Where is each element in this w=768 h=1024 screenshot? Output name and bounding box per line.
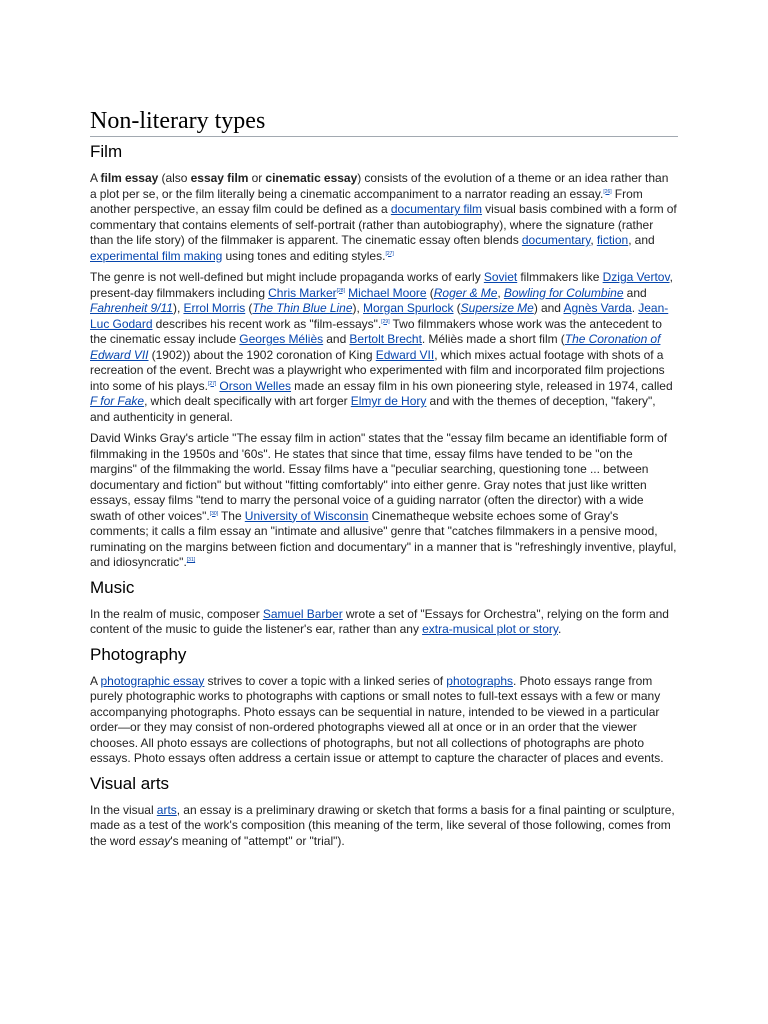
text: using tones and editing styles. — [222, 248, 386, 263]
text: and — [623, 285, 647, 300]
text: (1902)) about the 1902 coronation of King — [148, 347, 376, 362]
text: filmmakers like — [517, 270, 603, 284]
link-photographic-essay[interactable]: photographic essay — [100, 673, 205, 688]
link-f-for-fake[interactable]: F for Fake — [90, 394, 145, 408]
subheading-music: Music — [90, 577, 135, 597]
article-body — [90, 106, 678, 855]
text: 's meaning of "attempt" or "trial"). — [170, 833, 345, 848]
link-arts[interactable]: arts — [156, 802, 177, 817]
reference-link[interactable]: [31] — [186, 557, 196, 563]
link-fahrenheit-911[interactable]: Fahrenheit 9/11 — [90, 301, 173, 315]
link-samuel-barber[interactable]: Samuel Barber — [262, 606, 343, 621]
paragraph-music-1 — [90, 607, 678, 638]
text: From another perspective, an essay film could be defined as a — [90, 186, 643, 216]
link-michael-moore[interactable]: Michael Moore — [348, 285, 427, 300]
paragraph-visual-arts-1 — [90, 803, 678, 850]
text: In the realm of music, composer — [90, 606, 263, 621]
link-georges-melies[interactable]: Georges Méliès — [239, 332, 324, 346]
link-the-thin-blue-line[interactable]: The Thin Blue Line — [252, 301, 353, 315]
text: , an essay is a preliminary drawing or sketch that forms a basis for a final painting or sculpture, made as a test of the work's composition (this meaning of the term, like several of those following, comes from the word — [90, 802, 675, 848]
link-experimental-film-making[interactable]: experimental film making — [90, 248, 223, 263]
subheading-photography: Photography — [90, 644, 187, 664]
link-fiction[interactable]: fiction — [596, 233, 629, 247]
text: , which dealt specifically with art forger — [144, 394, 351, 408]
subheading-film: Film — [90, 142, 123, 161]
text: , which mixes actual footage with shots of a recreation of the event. Brecht was a playwright who experimented with film and incorporated film projections into some of his plays. — [90, 347, 665, 393]
text: . — [631, 301, 639, 315]
text: ( — [453, 301, 461, 315]
text: wrote a set of "Essays for Orchestra", relying on the form and content of the music to guide the listener's ear, rather than any — [90, 606, 669, 636]
reference-link[interactable]: [27] — [385, 250, 394, 257]
text: Cinematheque website echoes some of Gray's comments; it calls a film essay an "intimate and allusive" genre that "catches filmmakers in a pensive mood, ruminating on the margins between fiction and documentary" in a manner that is "refreshingly inventive, playful, and idiosyncratic". — [90, 508, 677, 569]
text: strives to cover a topic with a linked series of — [204, 673, 447, 688]
text: ) and — [533, 301, 564, 315]
text: , — [590, 233, 597, 247]
reference-link[interactable]: [30] — [209, 510, 219, 517]
link-agnes-varda[interactable]: Agnès Varda — [563, 301, 632, 315]
text: Two filmmakers whose work was the antecedent to the cinematic essay include — [90, 316, 662, 346]
text: ( — [245, 301, 253, 315]
link-morgan-spurlock[interactable]: Morgan Spurlock — [363, 301, 454, 315]
text: ), — [172, 301, 184, 315]
link-bowling-for-columbine[interactable]: Bowling for Columbine — [503, 285, 624, 300]
text: , — [497, 285, 504, 300]
text: A — [90, 673, 101, 688]
text: , and — [628, 233, 655, 247]
link-jean-luc-godard[interactable]: Jean-Luc Godard — [90, 301, 669, 331]
link-documentary-film[interactable]: documentary film — [390, 202, 483, 216]
reference-link[interactable]: [29] — [381, 318, 390, 325]
link-edward-vii[interactable]: Edward VII — [375, 347, 435, 362]
link-university-of-wisconsin[interactable]: University of Wisconsin — [244, 508, 369, 523]
text: and — [323, 332, 350, 346]
link-soviet[interactable]: Soviet — [483, 270, 518, 284]
text: David Winks Gray's article "The essay film in action" states that the "essay film became an identifiable form of filmmaking in the 1950s and '60s". He states that since that time, essay films have tended to be "on the margins" of the filmmaking the world. Essay films have a "peculiar searching, questioning tone ... between documentary and fiction" but without "fitting comfortably" into either genre. Gray notes that just like written essays, essay films "tend to marry the personal voice of a guiding narrator (often the director) with a wide swath of other voices". — [90, 431, 668, 523]
section-heading: Non-literary types — [90, 106, 678, 137]
paragraph-photography-1 — [90, 674, 678, 767]
paragraph-film-2 — [90, 270, 678, 425]
text: describes his recent work as "film-essays". — [152, 316, 382, 331]
text: made an essay film in his own pioneering style, released in 1974, called — [291, 378, 673, 393]
link-chris-marker[interactable]: Chris Marker — [268, 285, 337, 300]
link-bertolt-brecht[interactable]: Bertolt Brecht — [349, 332, 422, 346]
italic-term: essay — [138, 833, 171, 848]
link-coronation-of-edward-vii[interactable]: The Coronation of Edward VII — [90, 332, 661, 362]
bold-term: film essay — [100, 171, 159, 185]
bold-term: essay film — [190, 171, 249, 185]
text: In the visual — [90, 802, 157, 817]
link-elmyr-de-hory[interactable]: Elmyr de Hory — [350, 394, 427, 408]
reference-link[interactable]: [26] — [603, 188, 612, 195]
subheading-visual-arts: Visual arts — [90, 773, 170, 793]
link-photographs[interactable]: photographs — [446, 673, 513, 688]
reference-link[interactable]: [27] — [207, 380, 217, 387]
text: (also — [158, 171, 191, 185]
link-errol-morris[interactable]: Errol Morris — [183, 301, 246, 315]
paragraph-film-1 — [90, 171, 678, 264]
text: ( — [426, 285, 434, 300]
text: A — [90, 171, 101, 185]
link-extra-musical-plot[interactable]: extra-musical plot or story — [422, 622, 558, 636]
text: ) consists of the evolution of a theme or an idea rather than a plot per se, or the film literally being a cinematic accompaniment to a narrator reading an essay. — [90, 171, 669, 201]
link-roger-and-me[interactable]: Roger & Me — [433, 285, 498, 300]
link-documentary[interactable]: documentary — [521, 233, 591, 247]
reference-link[interactable]: [28] — [336, 287, 345, 294]
text: . Photo essays range from purely photographic works to photographs with captions or small notes to full-text essays with a few or many accompanying photographs. Photo essays can be sequential in nature, intended to be viewed in a particular order—or they may consist of non-ordered photographs viewed all at once or in an order that the viewer chooses. All photo essays are collections of photographs, but not all collections of photographs are photo essays. Photo essays often address a certain issue or attempt to capture the character of places and events. — [90, 673, 664, 765]
paragraph-film-3 — [90, 431, 678, 571]
text: , present-day filmmakers including — [90, 270, 673, 300]
bold-term: cinematic essay — [265, 171, 358, 185]
link-dziga-vertov[interactable]: Dziga Vertov — [602, 270, 670, 284]
text: The — [218, 508, 245, 523]
text: . — [557, 622, 562, 636]
link-supersize-me[interactable]: Supersize Me — [460, 301, 534, 315]
text: and with the themes of deception, "fakery", and authenticity in general. — [90, 394, 656, 424]
text: visual basis combined with a form of commentary that contains elements of self-portrait (rather than autobiography), where the signature (rather than the life story) of the filmmaker is apparent. The cinematic essay often blends — [90, 202, 677, 247]
text: ), — [352, 301, 363, 315]
text: The genre is not well-defined but might include propaganda works of early — [90, 270, 484, 284]
text: or — [248, 171, 266, 185]
link-orson-welles[interactable]: Orson Welles — [219, 378, 292, 393]
text: . Méliès made a short film ( — [421, 332, 565, 346]
